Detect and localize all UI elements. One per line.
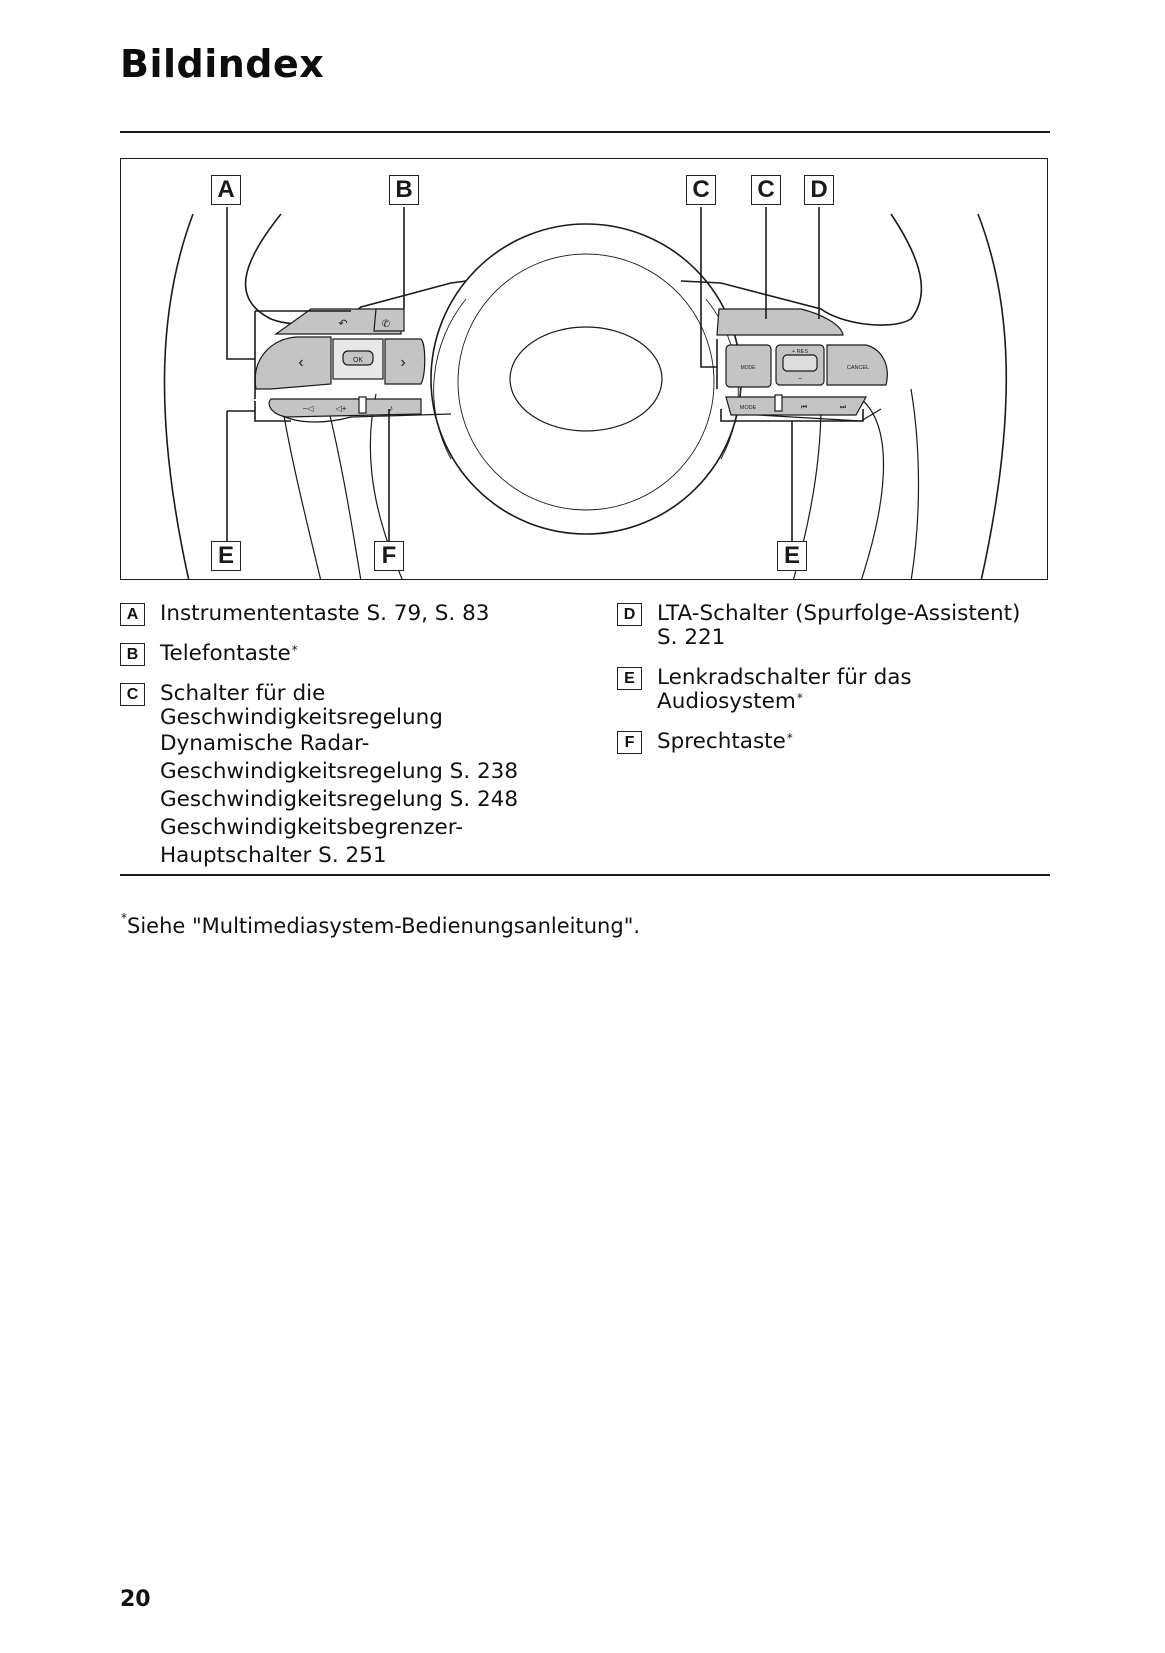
svg-text:✆: ✆ (381, 319, 391, 330)
callout-c-2: C (751, 175, 781, 205)
page-number: 20 (120, 1587, 151, 1612)
svg-text:◁+: ◁+ (335, 404, 347, 413)
svg-text:CANCEL: CANCEL (846, 365, 870, 371)
asterisk: * (291, 643, 298, 657)
key-a: A (120, 603, 145, 626)
svg-text:‹: ‹ (298, 354, 304, 371)
legend-left (120, 602, 590, 886)
key-e: E (617, 667, 642, 690)
legend-item-d: D LTA-Schalter (Spurfolge-Assistent) S. 221 (617, 602, 1057, 650)
svg-text:↶: ↶ (338, 318, 348, 330)
key-b: B (120, 643, 145, 666)
callout-d: D (804, 175, 834, 205)
steering-wheel-diagram (120, 158, 1048, 580)
svg-text:MODE: MODE (740, 365, 756, 371)
legend-item-c: C Schalter für die Geschwindigkeitsregelung Dynamische Radar- Geschwindigkeitsregelung S. 238 Geschwindigkeitsregelung S. 248 Geschwindigkeitsbegrenzer- Hauptschalter S. 251 (120, 682, 590, 870)
legend-item-f: F Sprechtaste* (617, 730, 1057, 754)
asterisk: * (786, 731, 793, 745)
legend-item-b: B Telefontaste* (120, 642, 590, 666)
footnote: *Siehe "Multimediasystem-Bedienungsanleitung". (121, 911, 641, 938)
callout-b: B (389, 175, 419, 205)
page-title: Bildindex (120, 42, 325, 86)
callout-c: C (686, 175, 716, 205)
asterisk: * (796, 691, 803, 705)
svg-text:−: − (797, 376, 803, 383)
svg-text:+ RES: + RES (791, 349, 809, 355)
legend-right (617, 602, 1057, 770)
svg-text:⏭: ⏭ (839, 404, 847, 411)
legend-item-a: A Instrumententaste S. 79, S. 83 (120, 602, 590, 626)
svg-text:♪: ♪ (388, 403, 394, 413)
steering-wheel-illustration (121, 159, 1048, 580)
callout-f: F (374, 541, 404, 571)
svg-text:OK: OK (352, 357, 364, 364)
title-divider (120, 131, 1050, 133)
callout-e-2: E (777, 541, 807, 571)
legend-item-e: E Lenkradschalter für das Audiosystem* (617, 666, 1057, 714)
right-switch-cluster (717, 309, 887, 415)
callout-a: A (211, 175, 241, 205)
svg-text:›: › (400, 354, 406, 371)
svg-text:⏮: ⏮ (800, 404, 808, 411)
callout-e: E (211, 541, 241, 571)
key-c: C (120, 683, 145, 706)
key-d: D (617, 603, 642, 626)
key-f: F (617, 731, 642, 754)
svg-text:−◁: −◁ (302, 404, 314, 413)
svg-text:MODE: MODE (739, 405, 757, 411)
legend-divider (120, 874, 1050, 876)
